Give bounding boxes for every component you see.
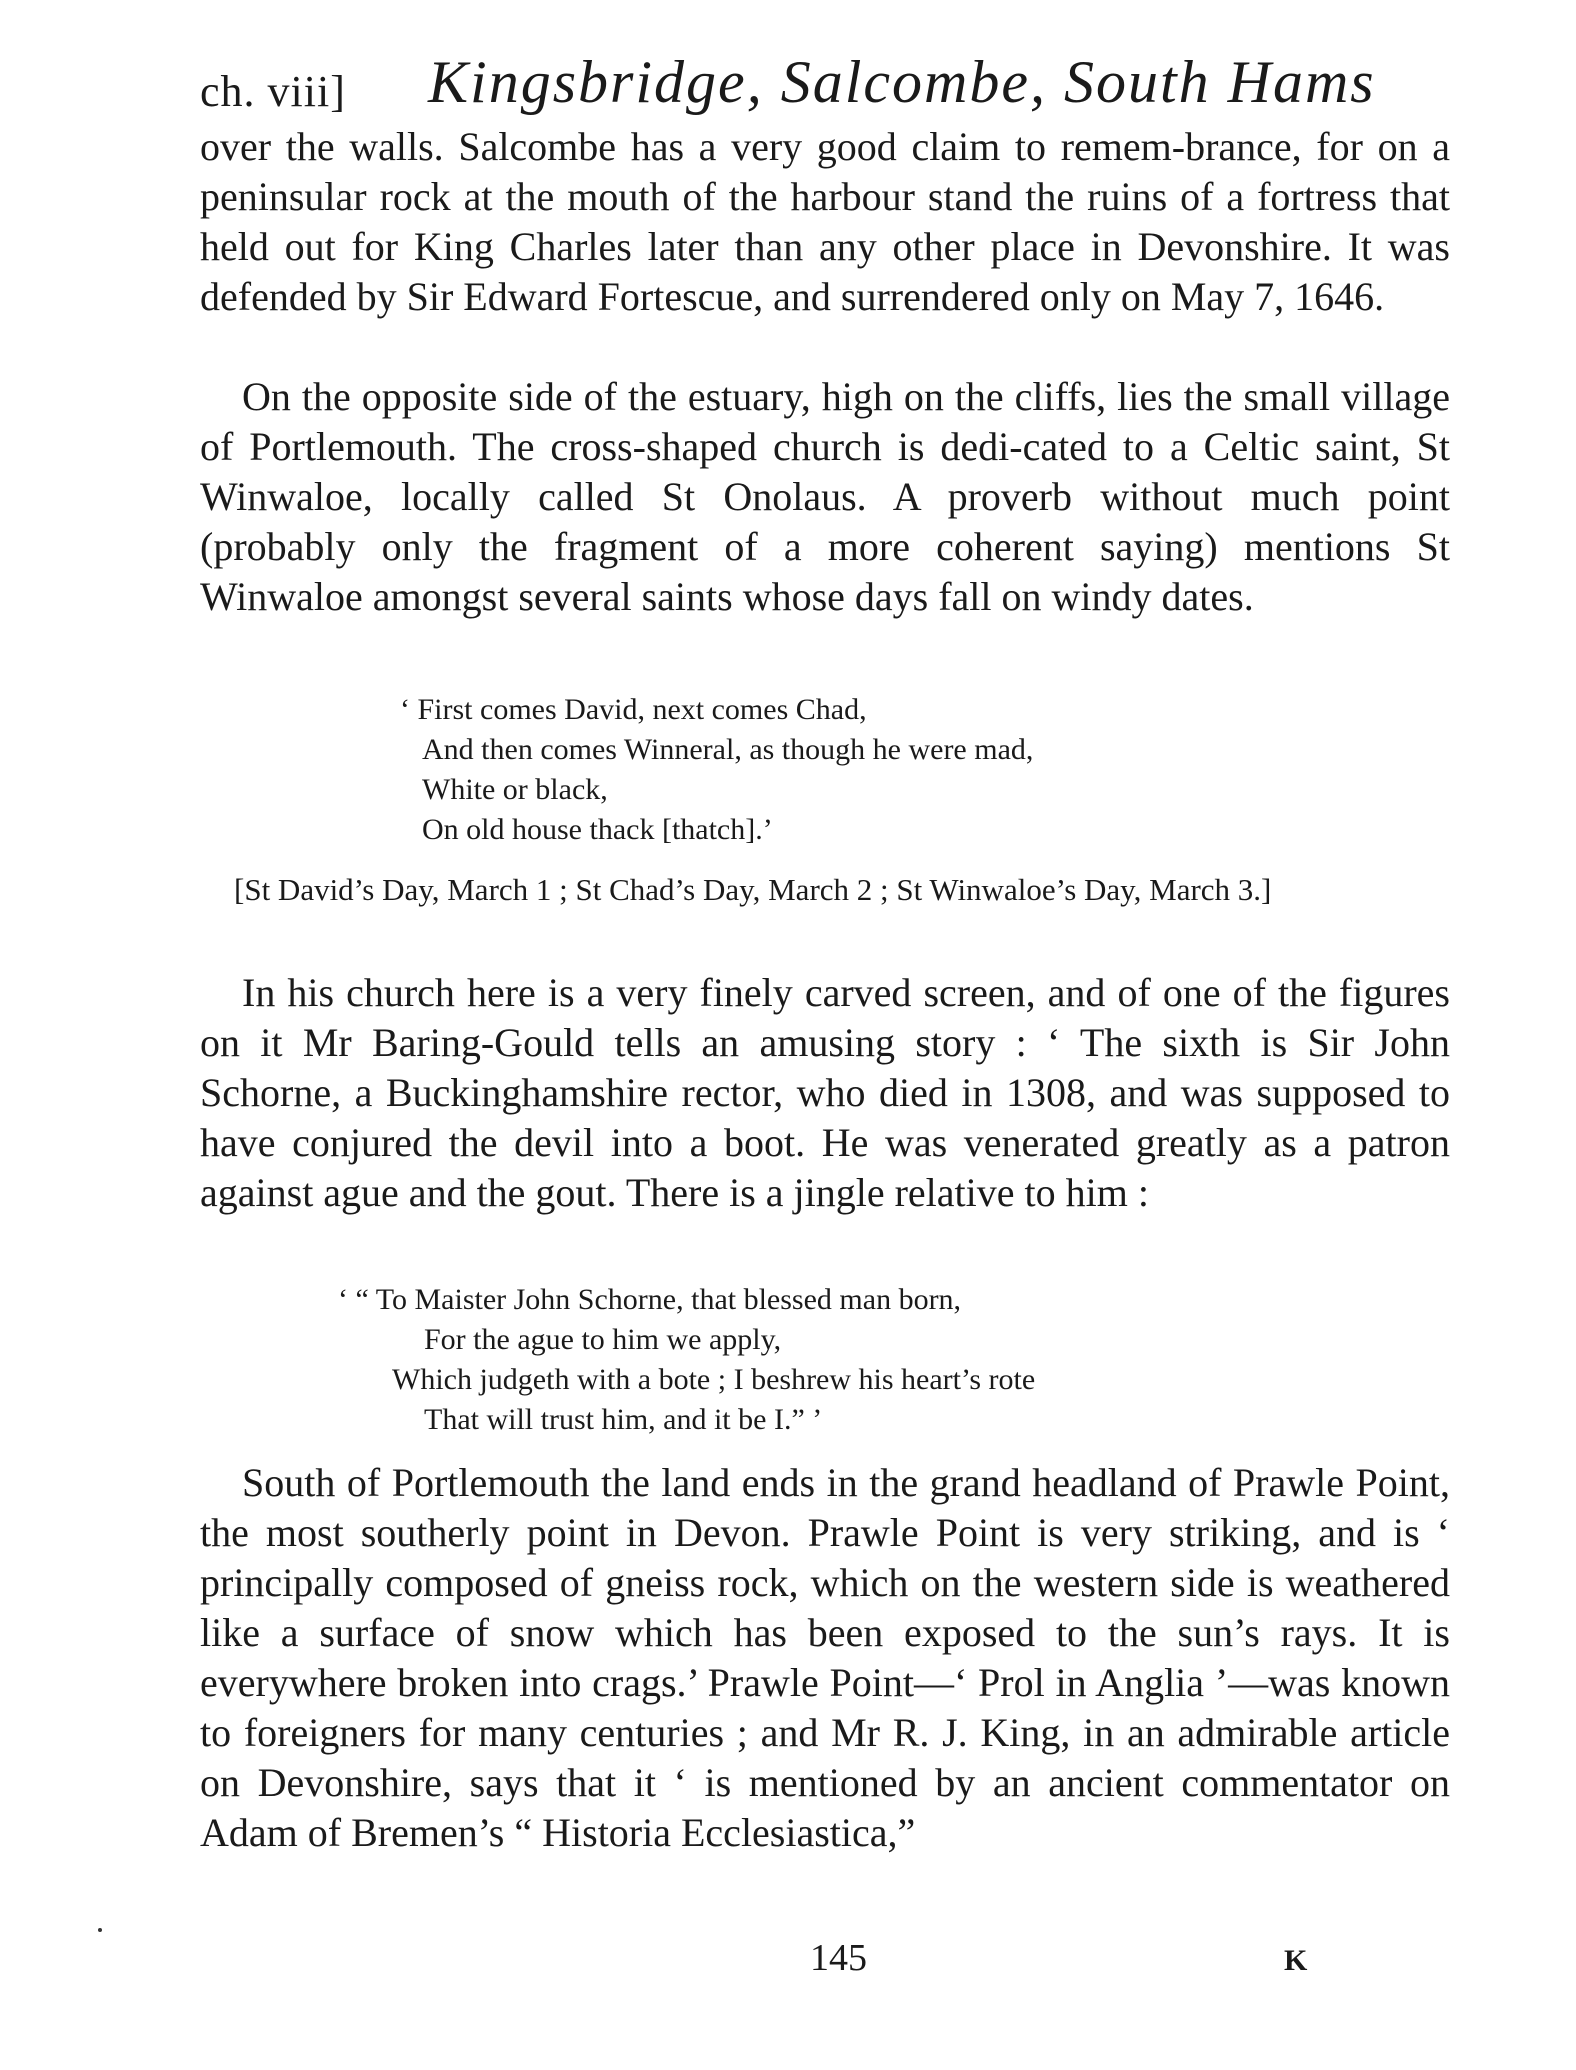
page-footer xyxy=(200,1936,1450,1986)
verse-line: And then comes Winneral, as though he were mad, xyxy=(422,733,1034,766)
verse-windy-saints xyxy=(400,690,1033,850)
saints-days-note: [St David’s Day, March 1 ; St Chad’s Day, March 2 ; St Winwaloe’s Day, March 3.] xyxy=(234,872,1272,907)
paragraph-prawle-point: South of Portlemouth the land ends in the grand headland of Prawle Point, the most southerly point in Devon. Prawle Point is very striking, and is ‘ principally composed of gneiss rock, which on the western side is weathered like a surface of snow which has been exposed to the sun’s rays. It is everywhere broken into crags.’ Prawle Point—‘ Prol in Anglia ’—was known to foreigners for many centuries ; and Mr R. J. King, in an admirable article on Devonshire, says that it ‘ is mentioned by an ancient commentator on Adam of Bremen’s “ Historia Ecclesiastica,” xyxy=(200,1460,1450,1855)
running-header xyxy=(200,48,1460,128)
verse-john-schorne xyxy=(338,1280,1035,1440)
chapter-label: ch. viii] xyxy=(200,67,346,116)
verse-line: ‘ First comes David, next comes Chad, xyxy=(400,693,867,726)
verse-line: That will trust him, and it be I.” ’ xyxy=(424,1403,823,1436)
verse-line: ‘ “ To Maister John Schorne, that blessed man born, xyxy=(338,1283,962,1316)
paragraph-salcombe: over the walls. Salcombe has a very good claim to remem-brance, for on a peninsular rock at the mouth of the harbour stand the ruins of a fortress that held out for King Charles later than any other place in Devonshire. It was defended by Sir Edward Fortescue, and surrendered only on May 7, 1646. xyxy=(200,124,1450,319)
verse-line: For the ague to him we apply, xyxy=(424,1323,782,1356)
verse-line: White or black, xyxy=(422,773,608,806)
verse-line: On old house thack [thatch].’ xyxy=(422,813,773,846)
verse-line: Which judgeth with a bote ; I beshrew his heart’s rote xyxy=(392,1363,1036,1396)
page-number: 145 xyxy=(810,1937,867,1979)
running-title: Kingsbridge, Salcombe, South Hams xyxy=(428,49,1376,115)
print-speck xyxy=(98,1928,102,1932)
paragraph-screen-story: In his church here is a very finely carved screen, and of one of the figures on it Mr Baring-Gould tells an amusing story : ‘ The sixth is Sir John Schorne, a Buckinghamshire rector, who died in 1308, and was supposed to have conjured the devil into a boot. He was venerated greatly as a patron against ague and the gout. There is a jingle relative to him : xyxy=(200,970,1450,1215)
signature-mark: K xyxy=(1284,1944,1308,1977)
paragraph-portlemouth: On the opposite side of the estuary, high on the cliffs, lies the small village of Portlemouth. The cross-shaped church is dedi-cated to a Celtic saint, St Winwaloe, locally called St Onolaus. A proverb without much point (probably only the fragment of a more coherent saying) mentions St Winwaloe amongst several saints whose days fall on windy dates. xyxy=(200,374,1450,619)
